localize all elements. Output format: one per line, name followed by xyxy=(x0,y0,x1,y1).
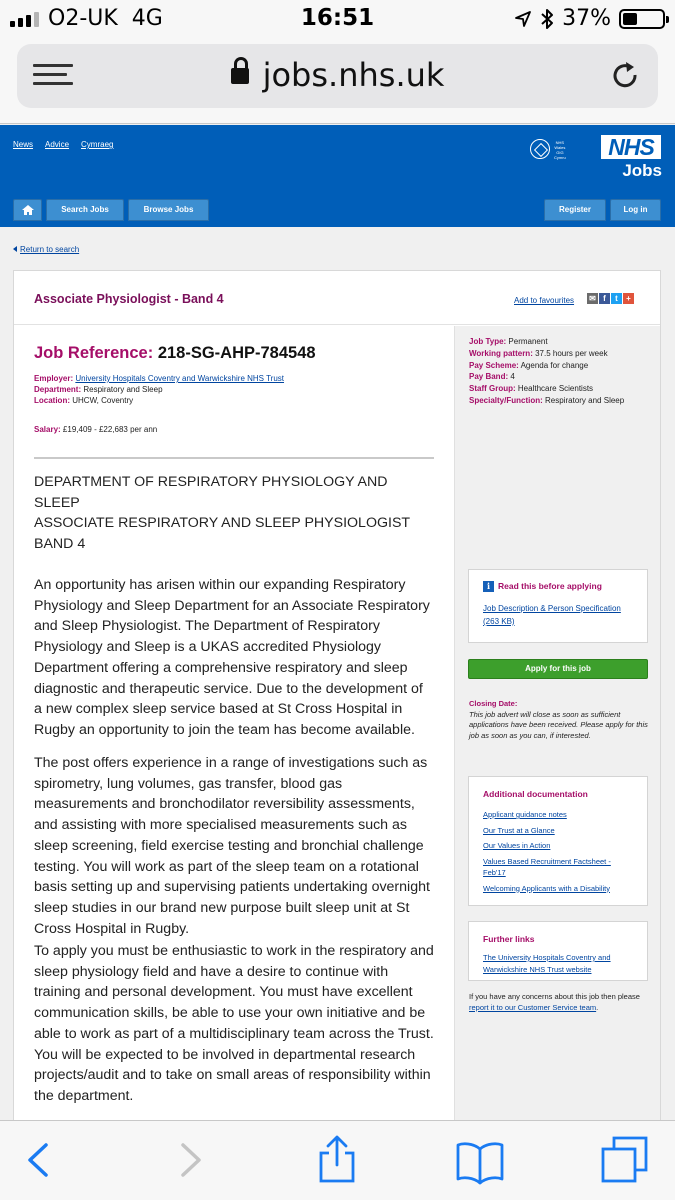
return-link[interactable]: Return to search xyxy=(20,245,80,254)
fact-pay-scheme: Pay Scheme: Agenda for change xyxy=(469,360,589,370)
reload-icon[interactable] xyxy=(610,60,642,92)
job-reference xyxy=(34,344,316,363)
url-text: jobs.nhs.uk xyxy=(262,56,445,94)
nhs-logo[interactable]: NHS xyxy=(601,135,661,159)
facebook-icon[interactable]: f xyxy=(599,293,610,304)
body-paragraph-1: An opportunity has arisen within our expanding Respiratory Physiology and Sleep Department for an Associate Respiratory and Sleep Physiologist. The Department of Respiratory Physiology and Sleep is a UKAS accredited Physiology Department offering a comprehensive respiratory and sleep diagnostic and therapeutic service. Due to the development of a new complex sleep service based at St Cross Hospital in Rugby an opportunity to join the team has become available. xyxy=(34,577,430,738)
job-sidebar xyxy=(454,326,660,1120)
divider xyxy=(34,457,434,459)
salary-label: Salary: xyxy=(34,425,61,434)
doc-link-disability[interactable]: Welcoming Applicants with a Disability xyxy=(483,883,610,893)
top-links xyxy=(13,140,113,149)
location-value: UHCW, Coventry xyxy=(72,396,134,405)
bluetooth-icon xyxy=(540,8,554,30)
clock: 16:51 xyxy=(300,5,375,31)
body-heading-department: DEPARTMENT OF RESPIRATORY PHYSIOLOGY AND SLEEP xyxy=(34,474,388,511)
lock-icon xyxy=(231,68,249,84)
job-title: Associate Physiologist - Band 4 xyxy=(34,292,224,306)
battery-icon xyxy=(619,9,665,29)
site-header xyxy=(0,125,675,227)
doc-link-factsheet[interactable]: Values Based Recruitment Factsheet - Feb'17 xyxy=(483,856,611,877)
fact-working-pattern: Working pattern: 37.5 hours per week xyxy=(469,348,608,358)
return-to-search[interactable] xyxy=(13,245,79,254)
concern-end: . xyxy=(596,1003,599,1012)
twitter-icon[interactable]: t xyxy=(611,293,622,304)
search-jobs-tab[interactable]: Search Jobs xyxy=(46,199,124,221)
location-label: Location: xyxy=(34,396,70,405)
share-icons xyxy=(587,293,634,304)
browse-jobs-tab[interactable]: Browse Jobs xyxy=(128,199,209,221)
body-paragraph-2: The post offers experience in a range of investigations such as spirometry, lung volumes, gas transfer, blood gas measurements and bronchodilator reversibility assessments, and assisting with more specialised measurements such as sleep screening, field exercise testing and bronchial challenge testing. You will work as part of the sleep team on a rotational basis setting up and supervising patients undertaking overnight sleep studies in our brand new purpose built sleep unit at St Cross Hospital in Rugby. xyxy=(34,755,430,937)
employer-link[interactable]: University Hospitals Coventry and Warwickshire NHS Trust xyxy=(75,374,285,383)
salary-value: £19,409 - £22,683 per ann xyxy=(62,425,158,434)
plus-share-icon[interactable]: + xyxy=(623,293,634,304)
closing-date-text: This job advert will close as soon as sufficient applications have been received. Please apply for this job as soon as you can, if interested. xyxy=(469,709,648,740)
login-button[interactable]: Log in xyxy=(610,199,661,221)
job-facts xyxy=(469,336,624,407)
advice-link[interactable]: Advice xyxy=(45,140,70,149)
fact-specialty: Specialty/Function: Respiratory and Sleep xyxy=(469,395,625,405)
job-card-header xyxy=(14,271,660,325)
closing-date-label: Closing Date: xyxy=(469,699,518,708)
report-link[interactable]: report it to our Customer Service team xyxy=(469,1003,597,1012)
body-heading-role: ASSOCIATE RESPIRATORY AND SLEEP PHYSIOLOGIST BAND 4 xyxy=(34,515,410,552)
read-before-title: i Read this before applying xyxy=(483,581,633,592)
home-button[interactable] xyxy=(13,199,42,221)
cymraeg-link[interactable]: Cymraeg xyxy=(81,140,114,149)
safari-toolbar xyxy=(0,1120,675,1200)
concern-text: If you have any concerns about this job then please xyxy=(469,992,640,1001)
read-before-applying-box xyxy=(468,569,648,643)
register-button[interactable]: Register xyxy=(544,199,606,221)
additional-documentation-box xyxy=(468,776,648,906)
tabs-icon[interactable] xyxy=(600,1135,650,1185)
fact-job-type: Job Type: Permanent xyxy=(469,337,548,346)
wales-seal-icon xyxy=(530,139,550,159)
employer-label: Employer: xyxy=(34,374,74,383)
nhs-wales-logo: NHS Wales GIG Cymru xyxy=(528,137,578,161)
trust-website-link[interactable]: The University Hospitals Coventry and Warwickshire NHS Trust website xyxy=(483,953,611,974)
add-to-favourites-link[interactable]: Add to favourites xyxy=(514,296,575,305)
home-icon xyxy=(22,205,34,215)
further-links-box xyxy=(468,921,648,981)
additional-docs-title: Additional documentation xyxy=(483,789,588,799)
carrier-label: O2-UK 4G xyxy=(48,6,163,31)
further-links-title: Further links xyxy=(483,934,535,944)
department-value: Respiratory and Sleep xyxy=(83,385,163,394)
doc-link-values[interactable]: Our Values in Action xyxy=(483,841,551,850)
status-right xyxy=(514,6,665,31)
location-arrow-icon xyxy=(514,10,532,28)
employer-info xyxy=(34,373,284,406)
back-icon[interactable] xyxy=(14,1135,64,1185)
report-concern xyxy=(469,991,649,1013)
ios-status-bar xyxy=(0,0,675,40)
news-link[interactable]: News xyxy=(13,140,34,149)
apply-button[interactable]: Apply for this job xyxy=(468,659,648,679)
doc-link-guidance[interactable]: Applicant guidance notes xyxy=(483,810,567,819)
fact-staff-group: Staff Group: Healthcare Scientists xyxy=(469,384,594,394)
web-page xyxy=(0,125,675,1120)
closing-date xyxy=(469,699,649,741)
address-bar[interactable] xyxy=(17,44,658,108)
email-icon[interactable]: ✉ xyxy=(587,293,598,304)
jobs-logo-text: Jobs xyxy=(622,161,662,180)
url-display[interactable] xyxy=(17,56,658,94)
back-arrow-icon xyxy=(13,246,17,252)
salary xyxy=(34,425,157,434)
share-icon[interactable] xyxy=(312,1135,362,1185)
job-reference-value: 218-SG-AHP-784548 xyxy=(157,344,316,362)
department-label: Department: xyxy=(34,385,82,394)
doc-link-trust-glance[interactable]: Our Trust at a Glance xyxy=(483,825,555,835)
browser-address-area xyxy=(0,40,675,124)
forward-icon[interactable] xyxy=(165,1135,215,1185)
job-card xyxy=(13,270,661,1120)
job-description-link[interactable]: Job Description & Person Specification (263 KB) xyxy=(483,604,621,626)
fact-pay-band: Pay Band: 4 xyxy=(469,372,515,382)
info-icon: i xyxy=(483,581,494,592)
body-paragraph-3: To apply you must be enthusiastic to work in the respiratory and sleep physiology field and have a desire to continue with training and personal development. You must have excellent communication skills, be able to use your own initiative and be able to work as part of a multidisciplinary team across the Trust. You will be expected to be involved in departmental research projects/audit and to take on small areas of responsibility within the department. xyxy=(34,943,434,1104)
job-reference-label: Job Reference: xyxy=(34,344,154,362)
bookmarks-icon[interactable] xyxy=(455,1135,505,1185)
battery-percent: 37% xyxy=(562,6,611,31)
